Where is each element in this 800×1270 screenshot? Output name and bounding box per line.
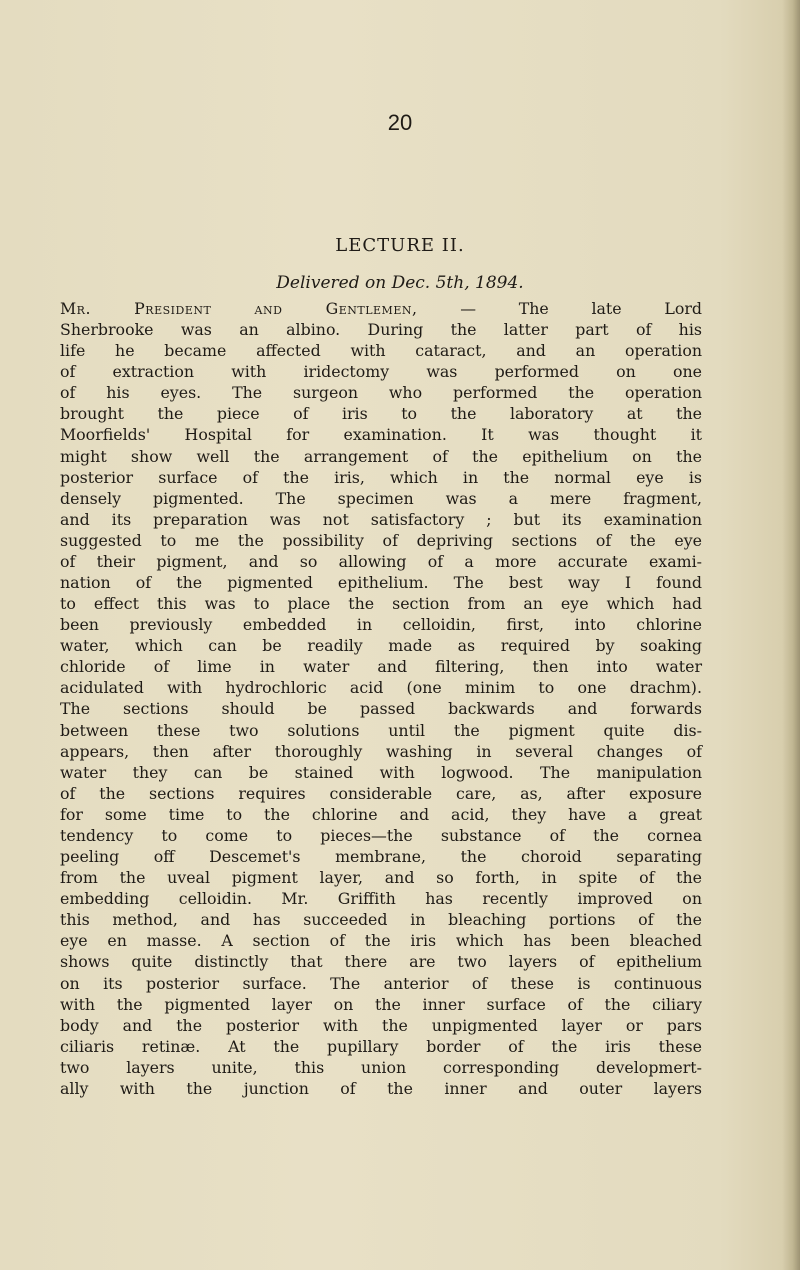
delivery-date: Delivered on Dec. 5th, 1894. <box>276 273 524 293</box>
text-line: might show well the arrangement of the epithelium on the <box>60 446 702 466</box>
page-number: 20 <box>387 110 413 135</box>
text-line: from the uveal pigment layer, and so forth, in spite of the <box>60 868 702 888</box>
text-line: two layers unite, this union corresponding developmert- <box>60 1057 702 1077</box>
text-line <box>60 298 702 319</box>
body-text <box>60 298 702 1099</box>
text-line: this method, and has succeeded in bleaching portions of the <box>60 910 702 930</box>
text-line: eye en masse. A section of the iris which has been bleached <box>60 931 702 951</box>
salutation: Mr. President and Gentlemen, <box>60 299 418 318</box>
text-line: densely pigmented. The specimen was a mere fragment, <box>60 488 702 508</box>
text-line: shows quite distinctly that there are two layers of epithelium <box>60 952 702 972</box>
lecture-title: LECTURE II. <box>335 235 465 256</box>
text-line: for some time to the chlorine and acid, they have a great <box>60 804 702 824</box>
text-line: Moorfields' Hospital for examination. It was thought it <box>60 425 702 445</box>
text-line: chloride of lime in water and filtering, then into water <box>60 657 702 677</box>
page-edge-shadow <box>782 0 800 1270</box>
text-line: body and the posterior with the unpigmented layer or pars <box>60 1015 702 1035</box>
text-line: of their pigment, and so allowing of a more accurate exami- <box>60 551 702 571</box>
text-line: of the sections requires considerable care, as, after exposure <box>60 783 702 803</box>
text-line: acidulated with hydrochloric acid (one minim to one drachm). <box>60 678 702 698</box>
text-line: ally with the junction of the inner and outer layers <box>60 1078 702 1098</box>
text-line-rest: — The late Lord <box>417 299 702 318</box>
text-line: to effect this was to place the section from an eye which had <box>60 594 702 614</box>
text-line: water, which can be readily made as required by soaking <box>60 636 702 656</box>
text-line: between these two solutions until the pigment quite dis- <box>60 720 702 740</box>
text-line: of extraction with iridectomy was performed on one <box>60 362 702 382</box>
text-line: appears, then after thoroughly washing in several changes of <box>60 741 702 761</box>
text-line: peeling off Descemet's membrane, the choroid separating <box>60 847 702 867</box>
text-line: posterior surface of the iris, which in the normal eye is <box>60 467 702 487</box>
text-line: with the pigmented layer on the inner surface of the ciliary <box>60 994 702 1014</box>
text-line: tendency to come to pieces—the substance of the cornea <box>60 825 702 845</box>
text-line: embedding celloidin. Mr. Griffith has recently improved on <box>60 889 702 909</box>
text-line: ciliaris retinæ. At the pupillary border of the iris these <box>60 1036 702 1056</box>
text-line: suggested to me the possibility of depriving sections of the eye <box>60 530 702 550</box>
text-line: water they can be stained with logwood. The manipulation <box>60 762 702 782</box>
text-line: nation of the pigmented epithelium. The best way I found <box>60 573 702 593</box>
text-line: been previously embedded in celloidin, first, into chlorine <box>60 615 702 635</box>
text-line: of his eyes. The surgeon who performed the operation <box>60 383 702 403</box>
text-line: The sections should be passed backwards and forwards <box>60 699 702 719</box>
text-line: on its posterior surface. The anterior of these is continuous <box>60 973 702 993</box>
text-line: and its preparation was not satisfactory ; but its examination <box>60 509 702 529</box>
text-line: life he became affected with cataract, and an operation <box>60 341 702 361</box>
text-line: Sherbrooke was an albino. During the latter part of his <box>60 320 702 340</box>
text-line: brought the piece of iris to the laboratory at the <box>60 404 702 424</box>
